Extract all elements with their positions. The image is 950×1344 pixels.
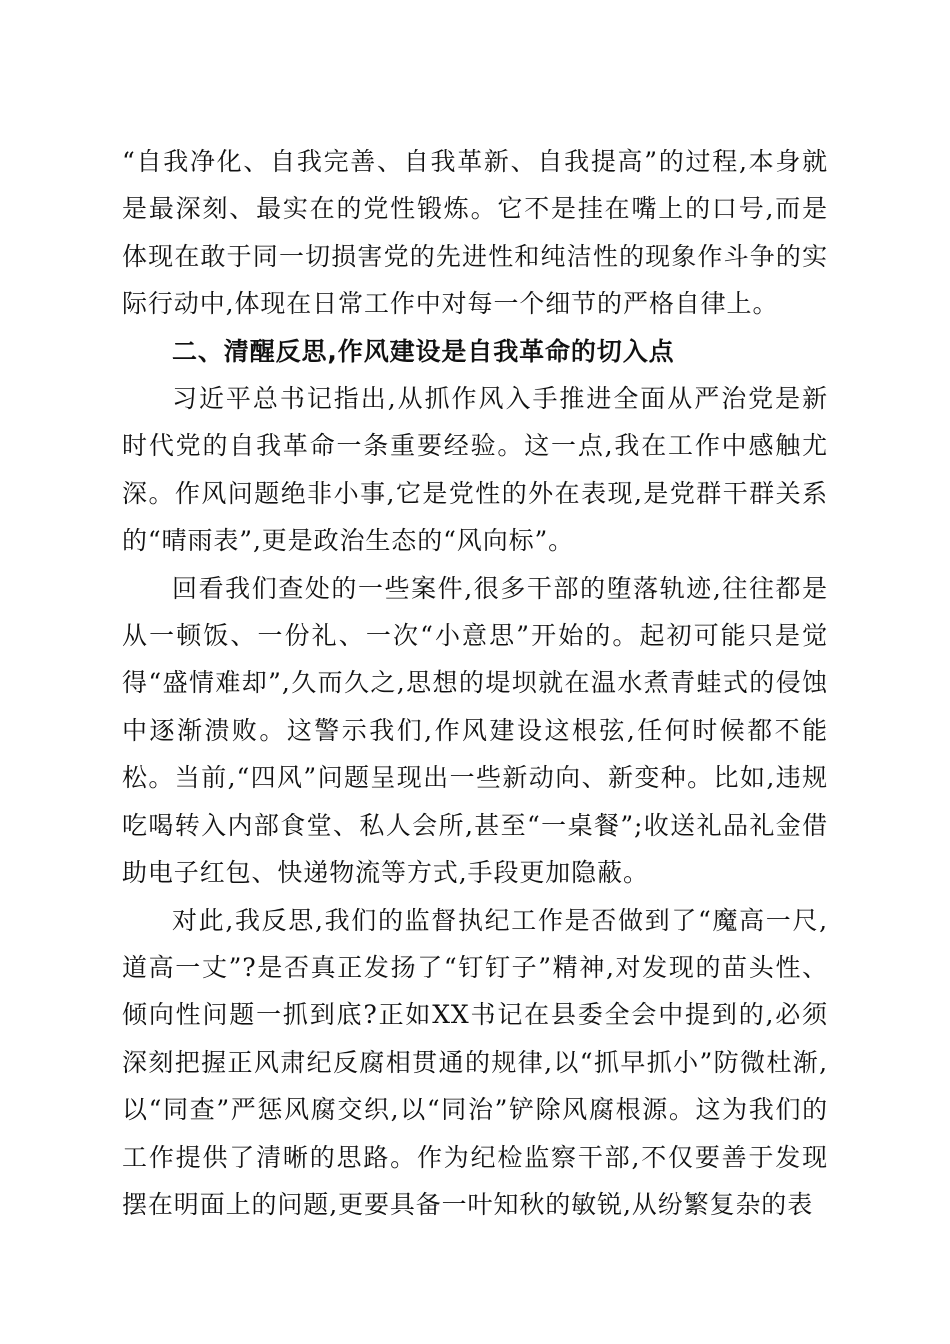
paragraph-continuation: “自我净化、自我完善、自我革新、自我提高”的过程,本身就是最深刻、最实在的党性锻炼。它不是挂在嘴上的口号,而是体现在敢于同一切损害党的先进性和纯洁性的现象作斗争的实际行动中,体现在日常工作中对每一个细节的严格自律上。 (122, 147, 828, 319)
section-heading: 二、清醒反思,作风建设是自我革命的切入点 (172, 336, 675, 366)
document-body (122, 138, 828, 1228)
paragraph: 习近平总书记指出,从抓作风入手推进全面从严治党是新时代党的自我革命一条重要经验。这一点,我在工作中感触尤深。作风问题绝非小事,它是党性的外在表现,是党群干群关系的“晴雨表”,更是政治生态的“风向标”。 (122, 384, 828, 556)
paragraph: 对此,我反思,我们的监督执纪工作是否做到了“魔高一尺,道高一丈”?是否真正发扬了“钉钉子”精神,对发现的苗头性、倾向性问题一抓到底?正如XX书记在县委全会中提到的,必须深刻把握正风肃纪反腐相贯通的规律,以“抓早抓小”防微杜渐,以“同查”严惩风腐交织,以“同治”铲除风腐根源。这为我们的工作提供了清晰的思路。作为纪检监察干部,不仅要善于发现摆在明面上的问题,更要具备一叶知秋的敏锐,从纷繁复杂的表 (122, 905, 828, 1219)
paragraph: 回看我们查处的一些案件,很多干部的堕落轨迹,往往都是从一顿饭、一份礼、一次“小意思”开始的。起初可能只是觉得“盛情难却”,久而久之,思想的堤坝就在温水煮青蛙式的侵蚀中逐渐溃败。这警示我们,作风建设这根弦,任何时候都不能松。当前,“四风”问题呈现出一些新动向、新变种。比如,违规吃喝转入内部食堂、私人会所,甚至“一桌餐”;收送礼品礼金借助电子红包、快递物流等方式,手段更加隐蔽。 (122, 573, 828, 888)
